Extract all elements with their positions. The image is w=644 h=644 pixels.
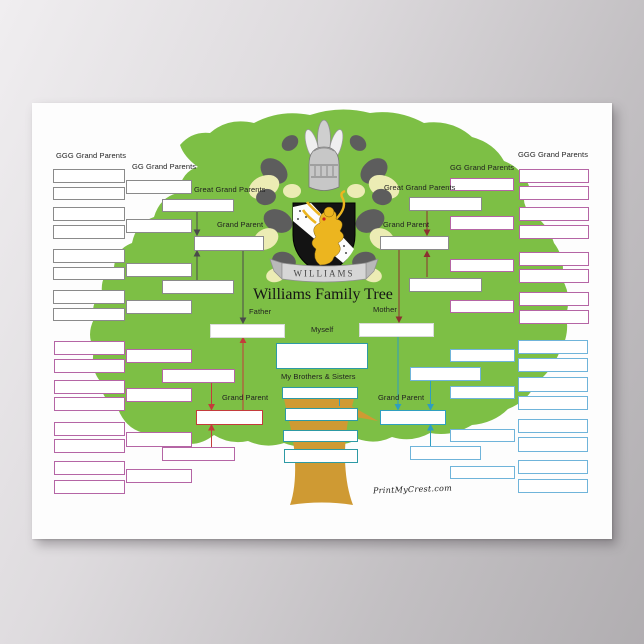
label-grand-top-left: Grand Parent — [217, 220, 264, 229]
ancestor-box — [54, 439, 125, 453]
ancestor-box — [518, 460, 588, 475]
ancestor-box — [450, 259, 515, 273]
ancestor-box — [126, 300, 192, 314]
ancestor-box — [126, 263, 192, 277]
crest-helmet — [309, 147, 339, 191]
ancestor-box — [283, 430, 358, 443]
ancestor-box — [450, 300, 515, 314]
ancestor-box — [196, 410, 263, 425]
label-grand-top-right: Grand Parent — [383, 220, 430, 229]
family-tree-poster — [32, 103, 612, 539]
ancestor-box — [519, 252, 589, 266]
ancestor-box — [194, 236, 264, 251]
ancestor-box — [380, 236, 449, 250]
ancestor-box — [450, 386, 516, 399]
ancestor-box — [450, 178, 515, 192]
ancestor-box — [162, 199, 234, 213]
ancestor-box — [210, 324, 286, 338]
ancestor-box — [54, 359, 125, 373]
ancestor-box — [409, 278, 482, 292]
ancestor-box — [126, 219, 192, 233]
ancestor-box — [53, 187, 125, 201]
label-great-top-left: Great Grand Parents — [194, 185, 266, 194]
ancestor-box — [126, 180, 192, 194]
ancestor-box — [162, 447, 235, 461]
ancestor-box — [518, 377, 588, 392]
ancestor-box — [53, 290, 125, 304]
ancestor-box — [162, 280, 234, 294]
ancestor-box — [53, 308, 125, 322]
ancestor-box — [519, 186, 589, 200]
label-gg-top-left: GG Grand Parents — [132, 162, 197, 171]
ancestor-box — [126, 432, 192, 447]
label-gg-top-right: GG Grand Parents — [450, 163, 515, 172]
label-ggg-top-right: GGG Grand Parents — [518, 150, 589, 159]
label-mother: Mother — [373, 305, 397, 314]
ancestor-box — [519, 269, 589, 283]
label-grand-bottom-left: Grand Parent — [222, 393, 269, 402]
ancestor-box — [53, 267, 125, 281]
ancestor-box — [282, 387, 358, 399]
ancestor-box — [54, 461, 125, 475]
ancestor-box — [126, 388, 192, 403]
ancestor-box — [359, 323, 434, 337]
ancestor-box — [54, 341, 125, 355]
label-ggg-top-left: GGG Grand Parents — [56, 151, 127, 160]
ancestor-box — [519, 310, 589, 324]
ancestor-box — [450, 349, 516, 362]
ancestor-box — [54, 480, 125, 494]
label-siblings: My Brothers & Sisters — [281, 372, 356, 381]
ancestor-box — [450, 429, 516, 442]
watermark-text: PrintMyCrest.com — [372, 483, 453, 496]
ancestor-box — [518, 419, 588, 434]
crest-banner-text: WILLIAMS — [293, 268, 355, 279]
ancestor-box — [518, 358, 588, 373]
ancestor-box — [380, 410, 447, 425]
ancestor-box — [450, 466, 516, 479]
ancestor-box — [518, 340, 588, 355]
ancestor-box — [410, 446, 481, 460]
ancestor-box — [519, 207, 589, 221]
ancestor-box — [519, 169, 589, 183]
ancestor-box — [54, 380, 125, 394]
ancestor-box — [450, 216, 515, 230]
poster-title: Williams Family Tree — [253, 286, 393, 303]
label-great-top-right: Great Grand Parents — [384, 183, 456, 192]
ancestor-box — [54, 397, 125, 411]
ancestor-box — [53, 207, 125, 221]
ancestor-box — [518, 479, 588, 494]
label-myself: Myself — [311, 325, 334, 334]
label-grand-bottom-right: Grand Parent — [378, 393, 425, 402]
ancestor-box — [519, 225, 589, 239]
label-father: Father — [249, 307, 272, 316]
ancestor-box — [53, 249, 125, 263]
ancestor-box — [409, 197, 482, 211]
ancestor-box — [285, 408, 358, 422]
ancestor-box — [518, 396, 588, 411]
ancestor-box — [162, 369, 235, 383]
ancestor-box — [54, 422, 125, 436]
ancestor-box — [276, 343, 368, 369]
ancestor-box — [518, 437, 588, 452]
ancestor-box — [126, 349, 192, 364]
ancestor-box — [53, 169, 125, 183]
ancestor-box — [126, 469, 192, 484]
ancestor-box — [410, 367, 481, 381]
ancestor-box — [284, 449, 358, 464]
ancestor-box — [53, 225, 125, 239]
ancestor-box — [519, 292, 589, 306]
